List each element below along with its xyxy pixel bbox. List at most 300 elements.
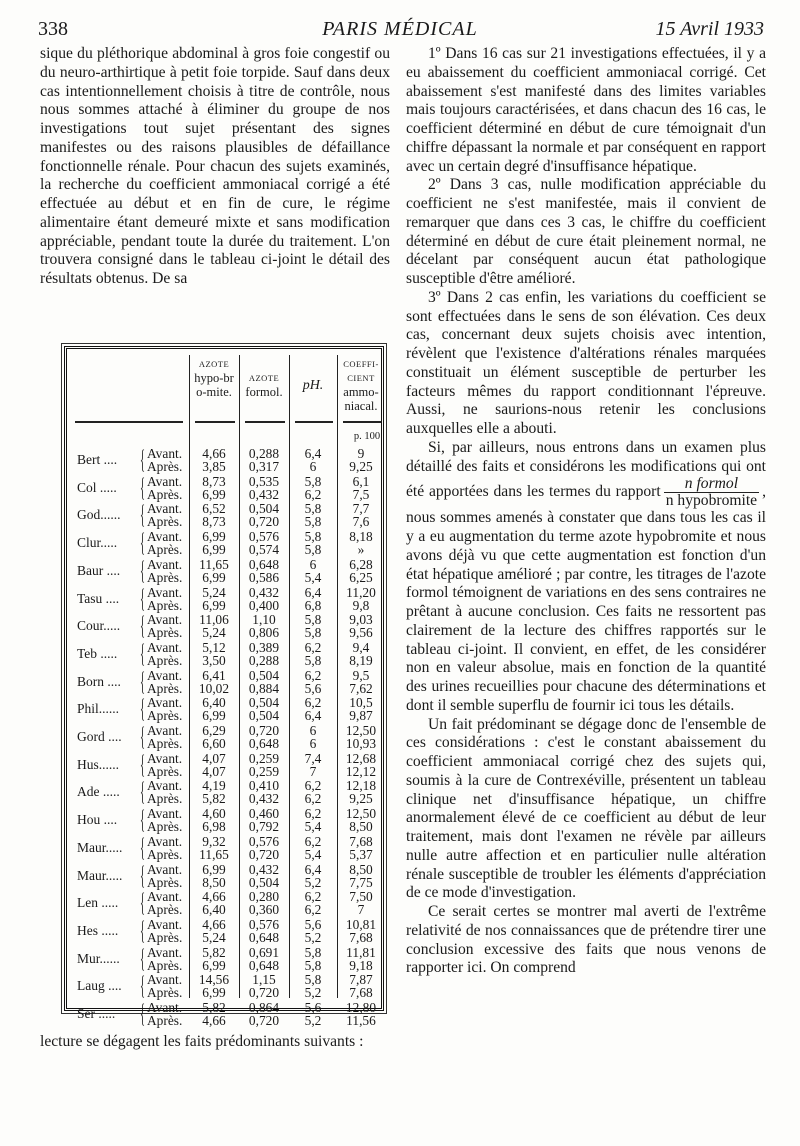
coefficient-apres: 11,56	[346, 1013, 376, 1028]
azote-hypobromite-avant: 6,52	[202, 501, 226, 517]
azote-formol-apres: 0,574	[248, 542, 280, 558]
fraction-denominator: n hypobromite	[665, 492, 758, 510]
apres-label: Après.	[147, 763, 183, 779]
patient-name: Born ....	[77, 673, 121, 689]
patient-name: Mur......	[77, 950, 120, 966]
patient-name: Len .....	[77, 895, 119, 911]
patient-name: Cour.....	[77, 618, 121, 634]
coefficient-avant: 7,7	[352, 501, 370, 517]
azote-hypobromite-avant: 4,60	[202, 806, 226, 822]
coefficient-avant: 12,18	[345, 778, 377, 794]
table-row	[67, 502, 381, 529]
azote-hypobromite-avant: 6,99	[202, 861, 226, 877]
coefficient-avant: 7,68	[349, 833, 373, 849]
avant-label: Avant.	[147, 556, 183, 572]
azote-hypobromite-avant: 6,29	[202, 723, 226, 738]
azote-formol-avant: 0,410	[248, 778, 280, 794]
table-row	[67, 915, 381, 945]
ph-apres: 5,6	[304, 680, 322, 696]
text: Si, par ailleurs, nous entrons dans un examen plus détaillé des faits et considérons les modifications qui ont été apportées dans les termes du rapport	[406, 438, 766, 501]
header-rule	[343, 421, 381, 423]
ph-avant: 6	[309, 723, 317, 738]
brace: {	[140, 472, 145, 502]
azote-hypobromite-apres: 6,40	[202, 902, 226, 918]
azote-formol-avant: 0,280	[248, 889, 280, 905]
coefficient-apres: 7,75	[349, 874, 373, 890]
ph-apres: 7	[309, 763, 317, 779]
azote-formol-apres: 0,586	[248, 569, 280, 585]
ph-avant: 6,4	[304, 584, 322, 600]
ph-apres: 6,8	[304, 597, 322, 613]
coefficient-apres: 10,93	[345, 736, 377, 751]
brace: {	[140, 915, 145, 945]
azote-formol-avant: 0,720	[248, 723, 280, 738]
coefficient-avant: 11,81	[346, 944, 376, 960]
coefficient-avant: 9,4	[352, 639, 370, 655]
azote-hypobromite-avant: 5,82	[202, 1000, 226, 1015]
table-row	[67, 1001, 381, 1028]
azote-hypobromite-avant: 4,66	[202, 446, 226, 461]
azote-formol-apres: 0,720	[248, 846, 280, 862]
avant-label: Avant.	[147, 806, 183, 822]
azote-formol-avant: 0,864	[248, 1000, 280, 1015]
ph-avant: 5,6	[304, 916, 322, 932]
avant-label: Avant.	[147, 778, 183, 794]
header-rule	[75, 421, 183, 423]
ph-apres: 5,2	[304, 1013, 322, 1028]
azote-hypobromite-apres: 6,99	[202, 957, 226, 973]
avant-label: Avant.	[147, 695, 183, 711]
brace: {	[140, 694, 145, 724]
ph-apres: 5,4	[304, 569, 322, 585]
azote-hypobromite-apres: 11,65	[199, 846, 229, 862]
azote-hypobromite-avant: 14,56	[198, 972, 230, 988]
azote-formol-avant: 0,576	[248, 529, 280, 545]
avant-label: Avant.	[147, 584, 183, 600]
patient-name: Phil......	[77, 701, 120, 717]
azote-hypobromite-apres: 6,99	[202, 486, 226, 502]
ph-apres: 5,8	[304, 957, 322, 973]
coefficient-avant: 12,80	[345, 1000, 377, 1015]
azote-hypobromite-apres: 6,99	[202, 708, 226, 724]
table-row	[67, 530, 381, 557]
coefficient-avant: 6,1	[352, 473, 370, 489]
avant-label: Avant.	[147, 529, 183, 545]
azote-hypobromite-avant: 6,40	[202, 695, 226, 711]
ph-avant: 5,8	[304, 972, 322, 988]
azote-formol-apres: 0,504	[248, 708, 280, 724]
azote-formol-avant: 1,10	[252, 612, 276, 628]
patient-name: Baur ....	[77, 562, 121, 578]
coefficient-avant: 12,50	[345, 806, 377, 822]
avant-label: Avant.	[147, 889, 183, 905]
apres-label: Après.	[147, 791, 183, 807]
header-rule	[245, 421, 285, 423]
paragraph: lecture se dégagent les faits prédominants suivants :	[40, 1033, 364, 1050]
coefficient-apres: 7,62	[349, 680, 373, 696]
azote-formol-apres: 0,288	[248, 652, 280, 668]
coefficient-apres: 12,12	[345, 763, 377, 779]
azote-hypobromite-apres: 10,02	[198, 680, 230, 696]
ph-avant: 6,2	[304, 889, 322, 905]
brace: {	[140, 583, 145, 613]
apres-label: Après.	[147, 846, 183, 862]
ph-avant: 5,6	[304, 1000, 322, 1015]
ph-apres: 5,4	[304, 846, 322, 862]
azote-hypobromite-avant: 4,07	[202, 750, 226, 766]
azote-formol-avant: 0,460	[248, 806, 280, 822]
brace: {	[140, 999, 145, 1028]
coefficient-apres: 6,25	[349, 569, 373, 585]
avant-label: Avant.	[147, 1000, 183, 1015]
header-azote-hypobromite: AZOTE hypo-bro-mite.	[194, 359, 234, 399]
header-ph: pH.	[302, 378, 324, 393]
table-row	[67, 779, 381, 806]
brace: {	[140, 445, 145, 474]
azote-formol-avant: 0,691	[248, 944, 280, 960]
azote-formol-apres: 0,432	[248, 791, 280, 807]
patient-name: Hou ....	[77, 812, 118, 828]
paragraph: 2º Dans 3 cas, nulle modification appréciable du coefficient ne s'est manifestée, mais il convient de remarquer que dans ces 3 cas, le chiffre du coefficient déterminé en début de cure était pleinement normal, ne décelant par conséquent aucun état pathologique susceptible d'être amélioré.	[406, 176, 766, 287]
patient-name: Maur.....	[77, 867, 123, 883]
apres-label: Après.	[147, 680, 183, 696]
azote-formol-apres: 0,720	[248, 514, 280, 530]
patient-name: Hus......	[77, 756, 120, 772]
patient-name: Maur.....	[77, 839, 123, 855]
paragraph: Un fait prédominant se dégage donc de l'ensemble de ces considérations : c'est le constant abaissement du coefficient ammoniacal corrigé chez des sujets qui, soumis à la cure de Contrexéville, présentent un tableau clinique net d'insuffisance hépatique, un chiffre anormalement élevé de ce coefficient au début de leur traitement, mais dont l'examen ne révèle par ailleurs nulle autre affection et en particulier nulle altération rénale susceptible de troubler les éléments d'appréciation de ce mode d'investigation.	[406, 715, 766, 902]
azote-formol-apres: 0,648	[248, 957, 280, 973]
apres-label: Après.	[147, 957, 183, 973]
header-rule	[295, 421, 333, 423]
coefficient-apres: 9,87	[349, 708, 373, 724]
apres-label: Après.	[147, 708, 183, 724]
coefficient-avant: 9	[357, 446, 365, 461]
coefficient-avant: 10,81	[345, 916, 377, 932]
azote-formol-avant: 0,432	[248, 861, 280, 877]
avant-label: Avant.	[147, 501, 183, 517]
apres-label: Après.	[147, 985, 183, 1001]
azote-hypobromite-apres: 8,50	[202, 874, 226, 890]
coefficient-apres: 8,50	[349, 819, 373, 835]
avant-label: Avant.	[147, 612, 183, 628]
apres-label: Après.	[147, 542, 183, 558]
apres-label: Après.	[147, 569, 183, 585]
coefficient-avant: 9,03	[349, 612, 373, 628]
patient-name: Tasu ....	[77, 590, 120, 606]
ph-avant: 6,4	[304, 446, 322, 461]
azote-formol-avant: 0,504	[248, 501, 280, 517]
apres-label: Après.	[147, 514, 183, 530]
azote-formol-apres: 0,720	[248, 1013, 280, 1028]
azote-hypobromite-avant: 5,24	[202, 584, 226, 600]
azote-hypobromite-apres: 8,73	[202, 514, 226, 530]
azote-hypobromite-apres: 6,99	[202, 985, 226, 1001]
azote-hypobromite-apres: 4,66	[202, 1013, 226, 1028]
patient-name: God......	[77, 507, 121, 523]
coefficient-avant: 6,28	[349, 556, 373, 572]
ph-avant: 6,2	[304, 695, 322, 711]
patient-name: Clur.....	[77, 535, 118, 551]
apres-label: Après.	[147, 902, 183, 918]
header-azote-formol: AZOTE formol.	[245, 373, 283, 399]
ph-avant: 5,8	[304, 501, 322, 517]
coefficient-avant: 8,18	[349, 529, 373, 545]
brace: {	[140, 638, 145, 668]
right-column	[406, 45, 766, 978]
coefficient-avant: 10,5	[349, 695, 373, 711]
coefficient-apres: 7,68	[349, 929, 373, 945]
patient-name: Bert ....	[77, 452, 118, 467]
paragraph: 3º Dans 2 cas enfin, les variations du coefficient se sont effectuées dans le sens de son élévation. Ces deux cas, concernant deux sujets choisis avec intention, révèlent que l'existence d'altérations rénales marquées constituait un élément susceptible de perturber les facteurs mêmes du rapport conditionnant l'épreuve. Aussi, ne saurions-nous retenir les conclusions auxquelles elle a abouti.	[406, 288, 766, 437]
apres-label: Après.	[147, 597, 183, 613]
brace: {	[140, 971, 145, 1001]
avant-label: Avant.	[147, 723, 183, 738]
brace: {	[140, 722, 145, 751]
table-row	[67, 638, 381, 668]
azote-formol-avant: 1,15	[252, 972, 276, 988]
coefficient-apres: 9,18	[349, 957, 373, 973]
coefficient-apres: 9,25	[349, 791, 373, 807]
ph-apres: 5,4	[304, 819, 322, 835]
azote-hypobromite-avant: 11,06	[199, 612, 229, 628]
azote-formol-apres: 0,806	[248, 625, 280, 641]
coefficient-avant: 12,68	[345, 750, 377, 766]
brace: {	[140, 749, 145, 779]
ph-avant: 6,2	[304, 833, 322, 849]
ph-avant: 6,2	[304, 639, 322, 655]
brace: {	[140, 528, 145, 558]
coefficient-avant: 7,50	[349, 889, 373, 905]
ph-apres: 5,8	[304, 542, 322, 558]
azote-hypobromite-avant: 6,99	[202, 529, 226, 545]
coefficient-apres: 9,56	[349, 625, 373, 641]
azote-hypobromite-apres: 6,99	[202, 597, 226, 613]
avant-label: Avant.	[147, 833, 183, 849]
table-row	[67, 696, 381, 723]
table-row	[67, 583, 381, 613]
azote-formol-apres: 0,504	[248, 874, 280, 890]
ph-apres: 5,2	[304, 985, 322, 1001]
azote-hypobromite-apres: 3,85	[202, 459, 226, 474]
coefficient-avant: 12,50	[345, 723, 377, 738]
apres-label: Après.	[147, 625, 183, 641]
journal-title: PARIS MÉDICAL	[322, 18, 478, 40]
table-row	[67, 447, 381, 474]
azote-formol-apres: 0,317	[248, 459, 280, 474]
azote-hypobromite-avant: 5,82	[202, 944, 226, 960]
header-coefficient: COEFFI-CIENT ammo-niacal.	[343, 359, 379, 413]
azote-formol-apres: 0,360	[248, 902, 280, 918]
azote-hypobromite-avant: 11,65	[199, 556, 229, 572]
azote-hypobromite-avant: 9,32	[202, 833, 226, 849]
apres-label: Après.	[147, 736, 183, 751]
apres-label: Après.	[147, 819, 183, 835]
brace: {	[140, 777, 145, 807]
avant-label: Avant.	[147, 667, 183, 683]
avant-label: Avant.	[147, 750, 183, 766]
azote-hypobromite-avant: 4,66	[202, 889, 226, 905]
ph-avant: 5,8	[304, 944, 322, 960]
patient-name: Ser .....	[77, 1006, 116, 1021]
table-row	[67, 555, 381, 585]
azote-hypobromite-apres: 3,50	[202, 652, 226, 668]
coefficient-apres: 9,25	[349, 459, 373, 474]
ph-apres: 5,2	[304, 874, 322, 890]
ph-apres: 6,2	[304, 902, 322, 918]
coefficient-avant: 8,50	[349, 861, 373, 877]
azote-formol-apres: 0,648	[248, 929, 280, 945]
table-row	[67, 749, 381, 779]
issue-date: 15 Avril 1933	[655, 18, 764, 40]
apres-label: Après.	[147, 486, 183, 502]
paragraph	[406, 439, 766, 716]
azote-hypobromite-avant: 4,19	[202, 778, 226, 794]
coefficient-apres: 9,8	[352, 597, 370, 613]
fraction-numerator: n formol	[664, 476, 759, 493]
patient-name: Hes .....	[77, 922, 119, 938]
text: , nous sommes amenés à constater que dans tous les cas il y a eu augmentation du terme azote hypobromite et nous avons déjà vu que cette augmentation est fonction d'un état hépatique amélioré ; par contre, les titrages de l'azote formol témoignent de variations en des sens contraires ne prêtant à aucune conclusion. Ces faits ne ressortent pas clairement de la lecture des chiffres rapportés sur le tableau ci-joint. Il convient, en effet, de les considérer non en valeur absolue, mais en fonction de la quantité des urines recueillies pour chacune des déterminations et dont il semble superflu de fournir ici tous les détails.	[406, 483, 766, 714]
patient-name: Gord ....	[77, 729, 122, 744]
coefficient-apres: 8,19	[349, 652, 373, 668]
ph-avant: 5,8	[304, 612, 322, 628]
paragraph: 1º Dans 16 cas sur 21 investigations effectuées, il y a eu abaissement du coefficient ammoniacal corrigé. Cet abaissement s'est manifesté dans des limites variables mais toujours caractérisées, et dans chacun des 16 cas, le coefficient déterminé en début de cure témoignait d'un chiffre dépassant la normale et par conséquent en rapport avec un certain degré d'insuffisance hépatique.	[406, 45, 766, 175]
coefficient-apres: 7,6	[352, 514, 370, 530]
ph-apres: 5,8	[304, 625, 322, 641]
avant-label: Avant.	[147, 446, 183, 461]
fraction	[664, 476, 759, 509]
apres-label: Après.	[147, 929, 183, 945]
brace: {	[140, 832, 145, 862]
paragraph: Ce serait certes se montrer mal averti de l'extrême relativité de nos connaissances que de prétendre tirer une conclusion excessive des faits que nous venons de rapporter ici. On comprend	[406, 903, 766, 977]
ph-avant: 6,2	[304, 806, 322, 822]
azote-hypobromite-apres: 6,60	[202, 736, 226, 751]
apres-label: Après.	[147, 1013, 183, 1028]
patient-name: Col .....	[77, 479, 117, 495]
table-row	[67, 666, 381, 696]
brace: {	[140, 860, 145, 890]
azote-formol-apres: 0,648	[248, 736, 280, 751]
azote-hypobromite-avant: 4,66	[202, 916, 226, 932]
table-row	[67, 860, 381, 890]
azote-formol-apres: 0,400	[248, 597, 280, 613]
table-row	[67, 724, 381, 751]
paragraph: sique du pléthorique abdominal à gros foie congestif ou du neuro-arthirtique à petit foie torpide. Sauf dans deux cas intentionnellement choisis à titre de contrôle, nous nous sommes attaché à éliminer du groupe de nos investigations tout sujet présentant des signes manifestes ou des raisons plausibles de défaillance fonctionnelle rénale. Pour chacun des sujets examinés, la recherche du coefficient ammoniacal corrigé a été effectuée au début et en fin de cure, le régime alimentaire étant demeuré mixte et sans modification appréciable, pendant toute la durée du traitement. L'on trouvera consigné dans le tableau ci-joint le détail des résultats obtenus. De sa	[40, 45, 390, 287]
coefficient-apres: 5,37	[349, 846, 373, 862]
ph-avant: 6	[309, 556, 317, 572]
ph-apres: 6,2	[304, 791, 322, 807]
azote-hypobromite-apres: 6,99	[202, 542, 226, 558]
azote-hypobromite-apres: 6,99	[202, 569, 226, 585]
left-column	[40, 45, 390, 289]
apres-label: Après.	[147, 459, 183, 474]
apres-label: Après.	[147, 874, 183, 890]
azote-hypobromite-avant: 8,73	[202, 473, 226, 489]
azote-formol-avant: 0,535	[248, 473, 280, 489]
brace: {	[140, 943, 145, 973]
table-row	[67, 613, 381, 640]
unit-label: p. 100	[353, 431, 381, 442]
azote-formol-apres: 0,720	[248, 985, 280, 1001]
table-row	[67, 973, 381, 1000]
ph-apres: 6,4	[304, 708, 322, 724]
ph-apres: 6	[309, 459, 317, 474]
azote-formol-avant: 0,648	[248, 556, 280, 572]
coefficient-apres: 7,5	[352, 486, 370, 502]
avant-label: Avant.	[147, 916, 183, 932]
coefficient-apres: 7	[357, 902, 365, 918]
brace: {	[140, 500, 145, 530]
azote-formol-avant: 0,576	[248, 833, 280, 849]
page-number: 338	[38, 18, 68, 40]
header-rule	[195, 421, 235, 423]
avant-label: Avant.	[147, 972, 183, 988]
azote-formol-avant: 0,504	[248, 667, 280, 683]
ph-apres: 5,8	[304, 514, 322, 530]
azote-formol-avant: 0,389	[248, 639, 280, 655]
table-row	[67, 832, 381, 862]
azote-formol-apres: 0,884	[248, 680, 280, 696]
ph-avant: 6,2	[304, 667, 322, 683]
coefficient-apres: »	[357, 542, 365, 558]
azote-formol-avant: 0,432	[248, 584, 280, 600]
apres-label: Après.	[147, 652, 183, 668]
ph-apres: 5,8	[304, 652, 322, 668]
table-row	[67, 890, 381, 917]
azote-formol-apres: 0,432	[248, 486, 280, 502]
azote-hypobromite-avant: 5,12	[202, 639, 226, 655]
avant-label: Avant.	[147, 473, 183, 489]
table-row	[67, 472, 381, 502]
avant-label: Avant.	[147, 944, 183, 960]
brace: {	[140, 888, 145, 918]
left-column-continuation	[40, 1033, 390, 1052]
patient-name: Ade .....	[77, 784, 120, 800]
ph-avant: 5,8	[304, 529, 322, 545]
azote-formol-avant: 0,259	[248, 750, 280, 766]
coefficient-avant: 7,87	[349, 972, 373, 988]
coefficient-avant: 9,5	[352, 667, 370, 683]
avant-label: Avant.	[147, 861, 183, 877]
table-row	[67, 807, 381, 834]
brace: {	[140, 666, 145, 696]
azote-hypobromite-avant: 6,41	[202, 667, 226, 683]
azote-formol-apres: 0,792	[248, 819, 280, 835]
ph-apres: 6	[309, 736, 317, 751]
patient-name: Teb .....	[77, 645, 118, 661]
results-table	[64, 346, 384, 1028]
azote-formol-avant: 0,576	[248, 916, 280, 932]
ph-avant: 5,8	[304, 473, 322, 489]
coefficient-apres: 7,68	[349, 985, 373, 1001]
ph-avant: 6,4	[304, 861, 322, 877]
brace: {	[140, 555, 145, 585]
azote-hypobromite-apres: 5,82	[202, 791, 226, 807]
avant-label: Avant.	[147, 639, 183, 655]
ph-avant: 7,4	[304, 750, 322, 766]
ph-apres: 6,2	[304, 486, 322, 502]
azote-formol-apres: 0,259	[248, 763, 280, 779]
azote-hypobromite-apres: 6,98	[202, 819, 226, 835]
brace: {	[140, 611, 145, 641]
azote-hypobromite-apres: 4,07	[202, 763, 226, 779]
azote-formol-avant: 0,288	[248, 446, 280, 461]
azote-hypobromite-apres: 5,24	[202, 625, 226, 641]
table-row	[67, 943, 381, 973]
brace: {	[140, 805, 145, 835]
ph-apres: 5,2	[304, 929, 322, 945]
azote-formol-avant: 0,504	[248, 695, 280, 711]
ph-avant: 6,2	[304, 778, 322, 794]
